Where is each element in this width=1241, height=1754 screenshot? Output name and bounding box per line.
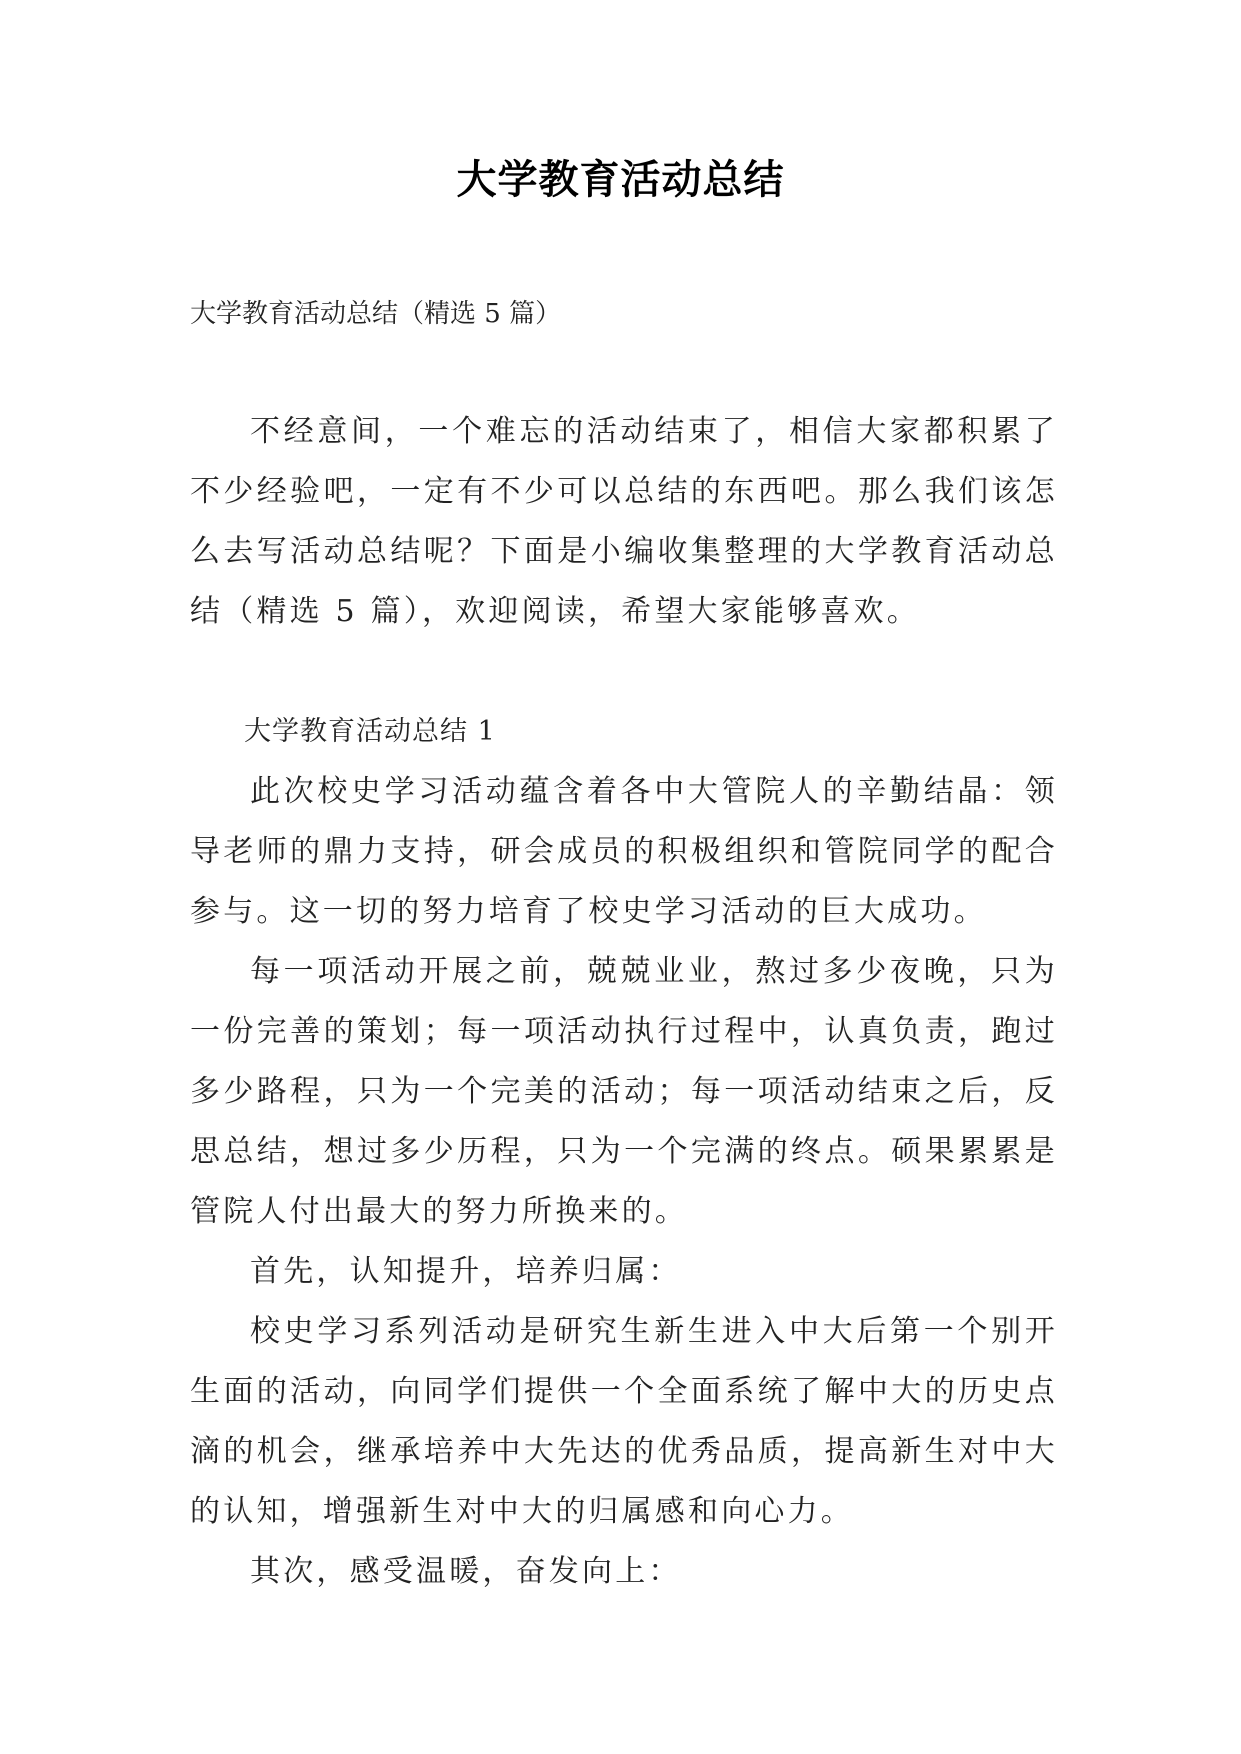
body-paragraph-1: 此次校史学习活动蕴含着各中大管院人的辛勤结晶：领导老师的鼎力支持，研会成员的积极组织和管院同学的配合参与。这一切的努力培育了校史学习活动的巨大成功。	[190, 774, 1058, 929]
document-body	[190, 402, 1058, 1602]
intro-paragraph: 不经意间，一个难忘的活动结束了，相信大家都积累了不少经验吧，一定有不少可以总结的东西吧。那么我们该怎么去写活动总结呢？下面是小编收集整理的大学教育活动总结（精选 5 篇），欢迎阅读，希望大家能够喜欢。	[190, 414, 1058, 629]
body-paragraph-2: 每一项活动开展之前，兢兢业业，熬过多少夜晚，只为一份完善的策划；每一项活动执行过程中，认真负责，跑过多少路程，只为一个完美的活动；每一项活动结束之后，反思总结，想过多少历程，只为一个完满的终点。硕果累累是管院人付出最大的努力所换来的。	[190, 954, 1058, 1229]
section-heading: 大学教育活动总结 1	[244, 716, 496, 747]
body-paragraph-3: 首先，认知提升，培养归属：	[250, 1254, 682, 1289]
body-paragraph-5: 其次，感受温暖，奋发向上：	[250, 1554, 682, 1589]
document-subtitle: 大学教育活动总结（精选 5 篇）	[190, 299, 562, 329]
body-paragraph-4: 校史学习系列活动是研究生新生进入中大后第一个别开生面的活动，向同学们提供一个全面系统了解中大的历史点滴的机会，继承培养中大先达的优秀品质，提高新生对中大的认知，增强新生对中大的归属感和向心力。	[190, 1314, 1058, 1529]
document-title: 大学教育活动总结	[456, 156, 785, 203]
